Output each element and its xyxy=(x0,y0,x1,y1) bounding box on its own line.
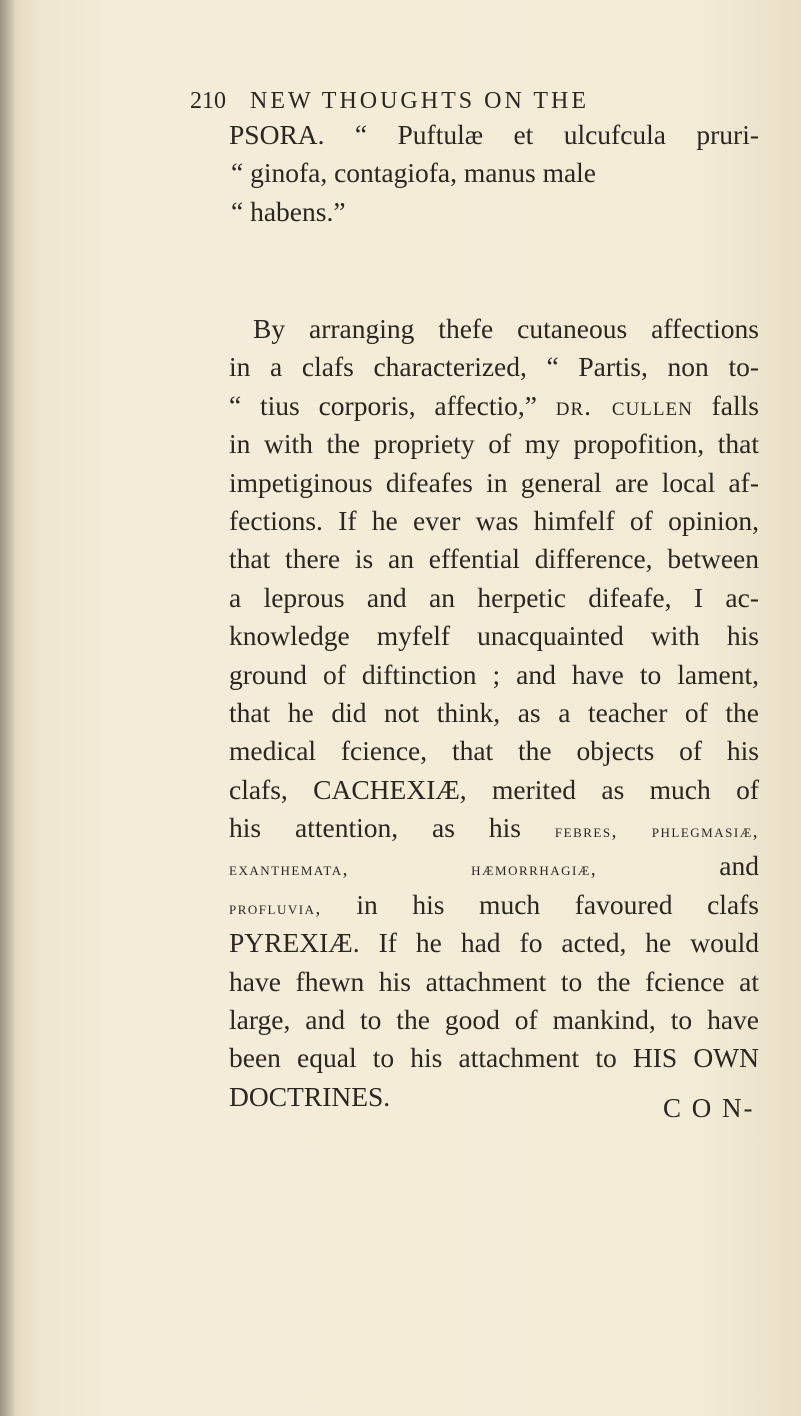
page-binding-edge xyxy=(0,0,14,1416)
paragraph-line: PYREXIÆ. If he had fo acted, he would xyxy=(229,927,759,959)
psora-line-2: “ ginofa, contagiofa, manus male xyxy=(231,157,597,189)
paragraph-line: medical fcience, that the objects of his xyxy=(229,735,759,767)
paragraph-line: a leprous and an herpetic difeafe, I ac- xyxy=(229,581,759,613)
paragraph-line: have fhewn his attachment to the fcience at xyxy=(229,965,759,997)
paragraph-line: in a clafs characterized, “ Partis, non to- xyxy=(229,351,759,383)
page-number: 210 xyxy=(190,88,226,114)
paragraph-line: By arranging thefe cutaneous affections xyxy=(253,313,759,344)
class-name: phlegmasiæ, xyxy=(651,821,760,843)
paragraph-line: ground of diftinction ; and have to lament, xyxy=(229,658,759,690)
quote-text: “ tius corporis, affectio,” xyxy=(229,389,537,421)
line-end: in his much favoured clafs xyxy=(356,888,760,920)
class-name: profluvia, xyxy=(229,897,322,919)
paragraph-line xyxy=(229,809,759,847)
paragraph-line: that he did not think, as a teacher of the xyxy=(229,696,759,728)
paragraph-line: that there is an effential difference, between xyxy=(229,543,759,575)
class-name: febres, xyxy=(554,821,618,843)
psora-line-1: PSORA. “ Puftulæ et ulcufcula pruri- xyxy=(229,119,759,150)
main-paragraph xyxy=(229,310,759,1116)
paragraph-line: clafs, CACHEXIÆ, merited as much of xyxy=(229,773,759,805)
author-name: dr. cullen xyxy=(555,389,693,421)
paragraph-line: been equal to his attachment to HIS OWN xyxy=(229,1042,759,1074)
paragraph-line: impetiginous difeafes in general are local af- xyxy=(229,466,759,498)
paragraph-line xyxy=(229,886,759,924)
paragraph-last-line: DOCTRINES. xyxy=(229,1080,391,1112)
line-end: falls xyxy=(711,389,759,421)
psora-definition xyxy=(229,116,759,231)
paragraph-line xyxy=(229,847,759,885)
running-head xyxy=(190,88,690,115)
paragraph-line: knowledge myfelf unacquainted with his xyxy=(229,620,759,652)
paragraph-line xyxy=(229,387,759,425)
class-name: hæmorrhagiæ, xyxy=(471,859,598,881)
line-end: and xyxy=(719,850,759,882)
paragraph-line: fections. If he ever was himfelf of opinion, xyxy=(229,504,759,536)
class-name: exanthemata, xyxy=(229,859,349,881)
line-start: his attention, as his xyxy=(229,812,521,844)
paragraph-line: in with the propriety of my propofition, that xyxy=(229,428,759,460)
paragraph-line: large, and to the good of mankind, to have xyxy=(229,1004,759,1036)
running-title: NEW THOUGHTS ON THE xyxy=(250,88,589,114)
psora-line-3: “ habens.” xyxy=(231,195,346,227)
catchword: C O N- xyxy=(663,1093,755,1123)
